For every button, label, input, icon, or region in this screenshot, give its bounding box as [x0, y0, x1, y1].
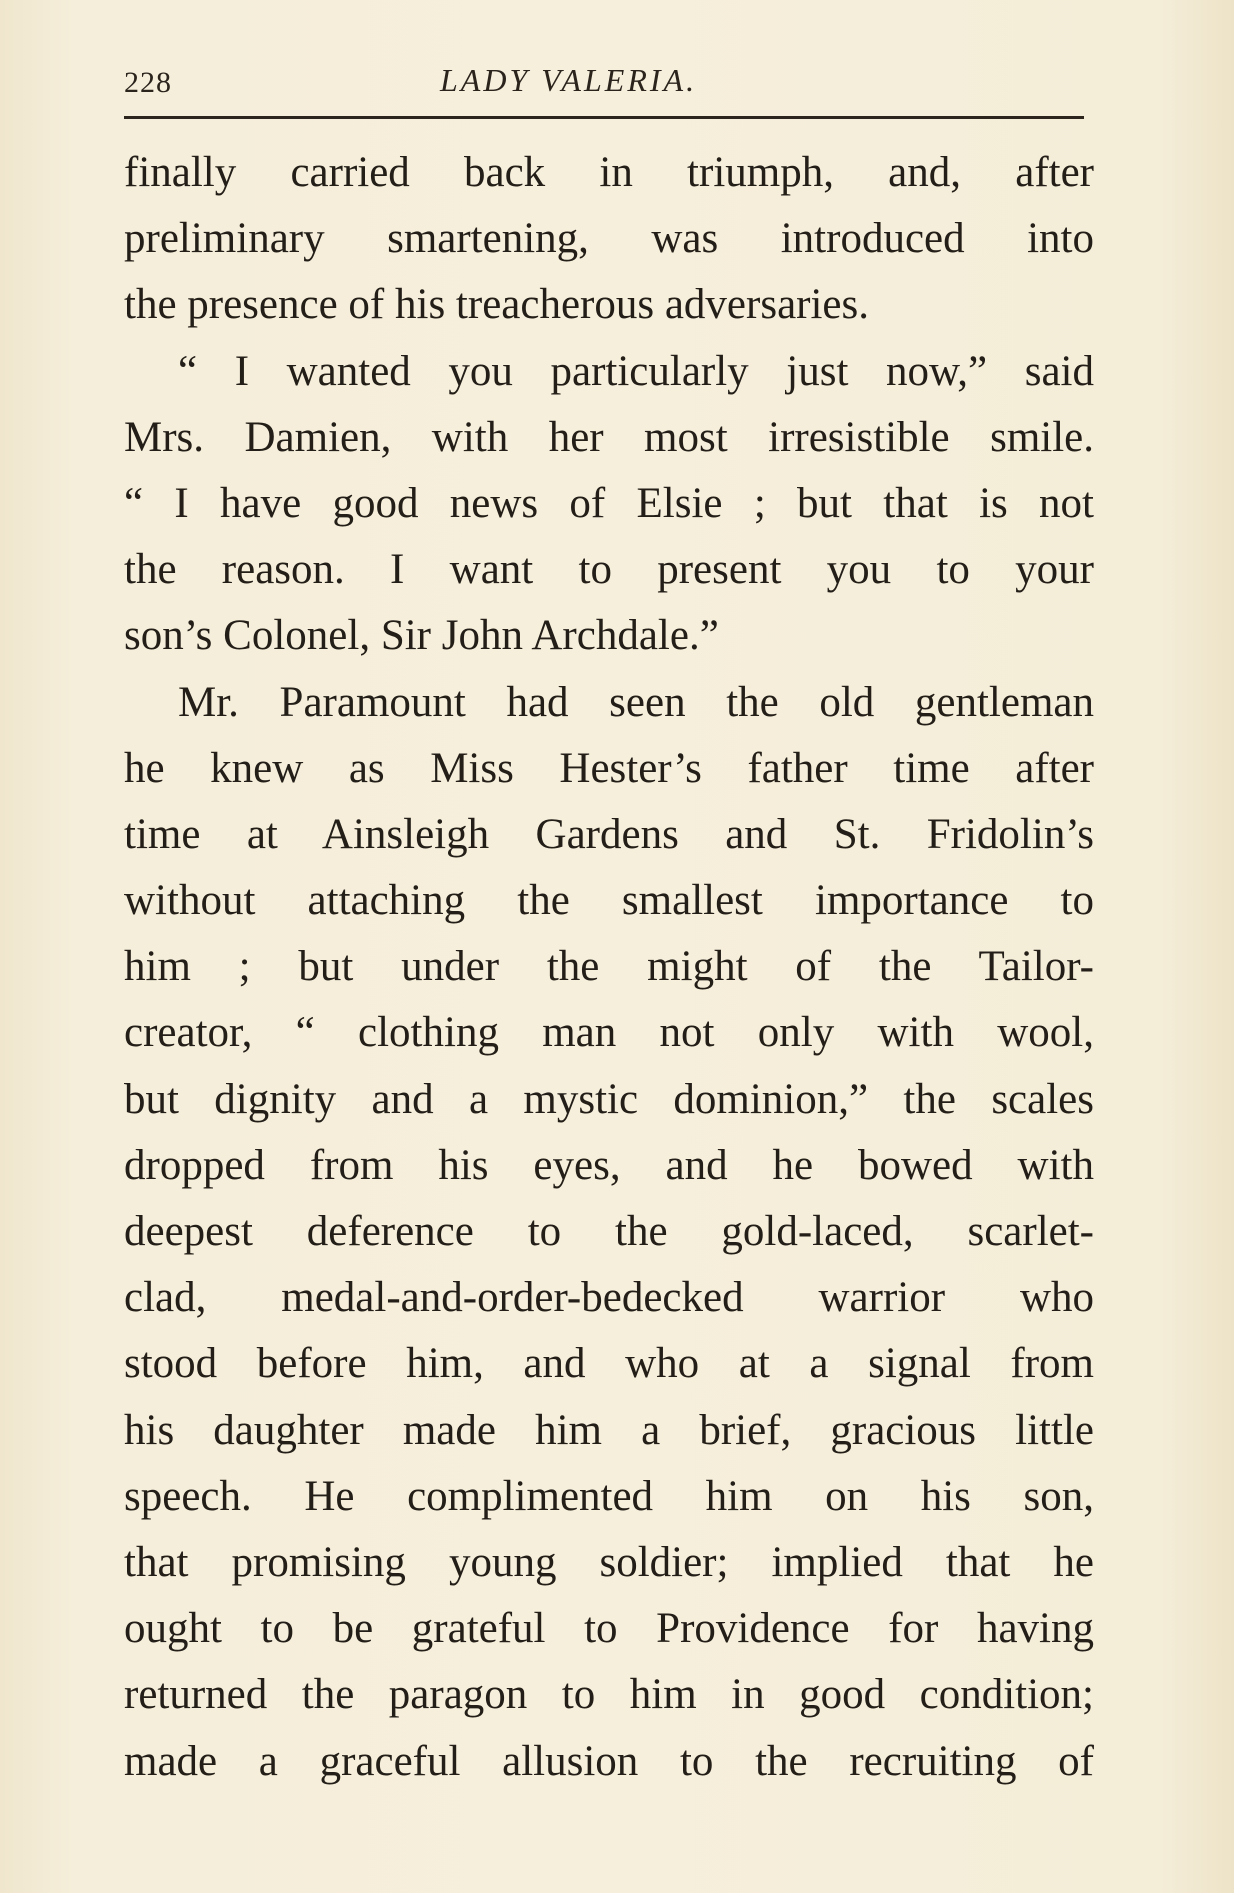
text-line: time at Ainsleigh Gardens and St. Fridolin’s — [124, 810, 1094, 858]
page-number: 228 — [124, 66, 172, 99]
text-line: his daughter made him a brief, gracious little — [124, 1406, 1094, 1454]
text-line: “ I have good news of Elsie ; but that is not — [124, 479, 1094, 527]
text-line: deepest deference to the gold-laced, scarlet- — [124, 1208, 1094, 1255]
text-line: clad, medal-and-order-bedecked warrior who — [124, 1274, 1094, 1322]
text-line: him ; but under the might of the Tailor- — [124, 943, 1094, 991]
text-line: the presence of his treacherous adversaries. — [124, 281, 869, 329]
text-line: finally carried back in triumph, and, after — [124, 149, 1094, 196]
text-line: Mr. Paramount had seen the old gentleman — [178, 678, 1094, 726]
text-line: he knew as Miss Hester’s father time after — [124, 744, 1094, 792]
text-line: ought to be grateful to Providence for having — [124, 1605, 1094, 1653]
text-line: that promising young soldier; implied that he — [124, 1538, 1094, 1586]
text-line: made a graceful allusion to the recruiting of — [124, 1737, 1094, 1785]
text-line: Mrs. Damien, with her most irresistible smile. — [124, 413, 1094, 461]
text-line: the reason. I want to present you to your — [124, 546, 1094, 594]
text-line: “ I wanted you particularly just now,” said — [178, 347, 1094, 395]
text-line: creator, “ clothing man not only with wool, — [124, 1009, 1094, 1057]
page-header — [124, 58, 1084, 108]
text-line: stood before him, and who at a signal from — [124, 1340, 1094, 1388]
text-line: speech. He complimented him on his son, — [124, 1472, 1094, 1520]
text-line: but dignity and a mystic dominion,” the scales — [124, 1075, 1094, 1123]
header-rule — [124, 116, 1084, 119]
body-text — [124, 140, 1094, 1795]
text-line: dropped from his eyes, and he bowed with — [124, 1141, 1094, 1189]
running-title: LADY VALERIA. — [440, 62, 698, 98]
text-line: returned the paragon to him in good condition; — [124, 1671, 1094, 1719]
text-line: without attaching the smallest importance to — [124, 877, 1094, 925]
text-line: son’s Colonel, Sir John Archdale.” — [124, 612, 719, 660]
text-line: preliminary smartening, was introduced into — [124, 215, 1094, 263]
